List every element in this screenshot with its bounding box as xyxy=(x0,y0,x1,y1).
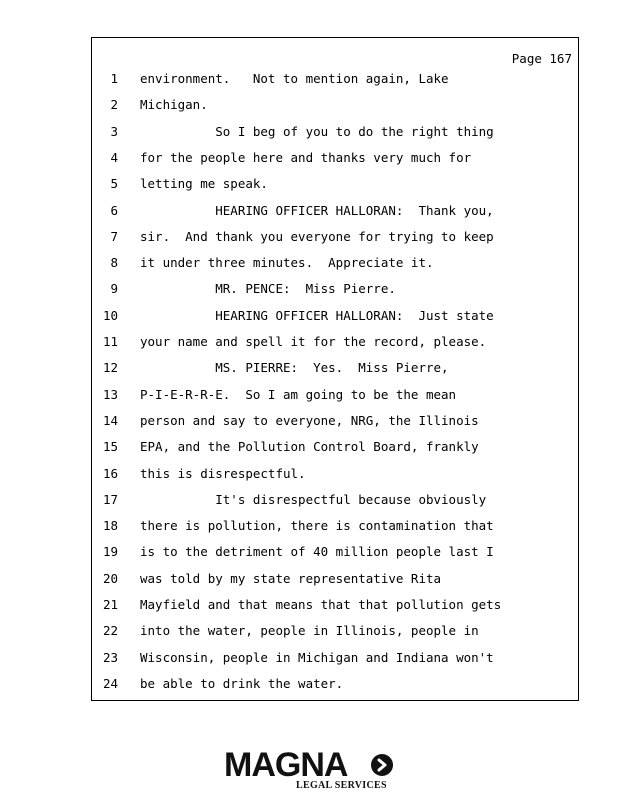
line-number: 3 xyxy=(110,123,118,139)
line-number: 20 xyxy=(102,570,118,586)
line-number: 9 xyxy=(110,281,118,297)
line-number: 18 xyxy=(102,518,118,534)
line-text: Mayfield and that means that that pollution gets xyxy=(140,597,502,612)
line-number: 15 xyxy=(102,439,118,455)
line-number: 2 xyxy=(110,97,118,113)
line-text: there is pollution, there is contamination that xyxy=(140,518,494,534)
magna-logo xyxy=(224,748,396,792)
line-number: 1 xyxy=(110,71,118,86)
line-text: So I beg of you to do the right thing xyxy=(140,123,494,139)
line-text: HEARING OFFICER HALLORAN: Just state xyxy=(140,307,494,323)
line-number: 13 xyxy=(102,386,118,402)
line-text: letting me speak. xyxy=(140,176,268,192)
line-text: P-I-E-R-R-E. So I am going to be the mean xyxy=(140,386,457,402)
line-number: 6 xyxy=(110,202,118,218)
line-number: 11 xyxy=(102,334,118,349)
line-number: 5 xyxy=(110,176,118,192)
line-text: MR. PENCE: Miss Pierre. xyxy=(140,281,396,297)
line-text: person and say to everyone, NRG, the Illinois xyxy=(140,412,479,428)
line-text: EPA, and the Pollution Control Board, frankly xyxy=(140,439,479,455)
line-number: 8 xyxy=(110,255,118,271)
line-text: sir. And thank you everyone for trying to keep xyxy=(140,228,494,244)
line-number: 16 xyxy=(102,465,118,481)
line-text: HEARING OFFICER HALLORAN: Thank you, xyxy=(140,202,494,218)
line-text: this is disrespectful. xyxy=(140,465,306,481)
line-text: It's disrespectful because obviously xyxy=(140,491,487,507)
line-number: 21 xyxy=(102,597,118,612)
logo-wordmark: MAGNA xyxy=(224,746,348,784)
transcript-line xyxy=(0,71,618,106)
line-text: it under three minutes. Appreciate it. xyxy=(140,255,434,271)
arrow-circle-icon xyxy=(371,754,393,776)
line-number: 4 xyxy=(110,149,118,165)
line-text: into the water, people in Illinois, people in xyxy=(140,623,479,639)
line-number: 24 xyxy=(102,675,118,691)
line-number: 7 xyxy=(110,228,118,244)
line-text: for the people here and thanks very much for xyxy=(140,149,472,165)
line-text: your name and spell it for the record, please. xyxy=(140,334,487,349)
line-text: Michigan. xyxy=(140,97,208,113)
line-number: 17 xyxy=(102,491,118,507)
line-number: 23 xyxy=(102,649,118,665)
line-text: MS. PIERRE: Yes. Miss Pierre, xyxy=(140,360,449,376)
line-text: was told by my state representative Rita xyxy=(140,570,442,586)
line-number: 10 xyxy=(102,307,118,323)
line-text: Wisconsin, people in Michigan and Indiana won't xyxy=(140,649,494,665)
line-number: 22 xyxy=(102,623,118,639)
logo-subtitle: LEGAL SERVICES xyxy=(296,780,387,791)
transcript-line xyxy=(0,149,618,185)
line-text: is to the detriment of 40 million people last I xyxy=(140,544,494,560)
transcript-line xyxy=(0,439,618,474)
page-number: Page 167 xyxy=(511,51,572,66)
transcript-line xyxy=(0,675,618,711)
line-number: 14 xyxy=(102,412,118,428)
line-text: environment. Not to mention again, Lake xyxy=(140,71,449,86)
line-number: 12 xyxy=(102,360,118,376)
line-number: 19 xyxy=(102,544,118,560)
line-text: be able to drink the water. xyxy=(140,675,344,691)
